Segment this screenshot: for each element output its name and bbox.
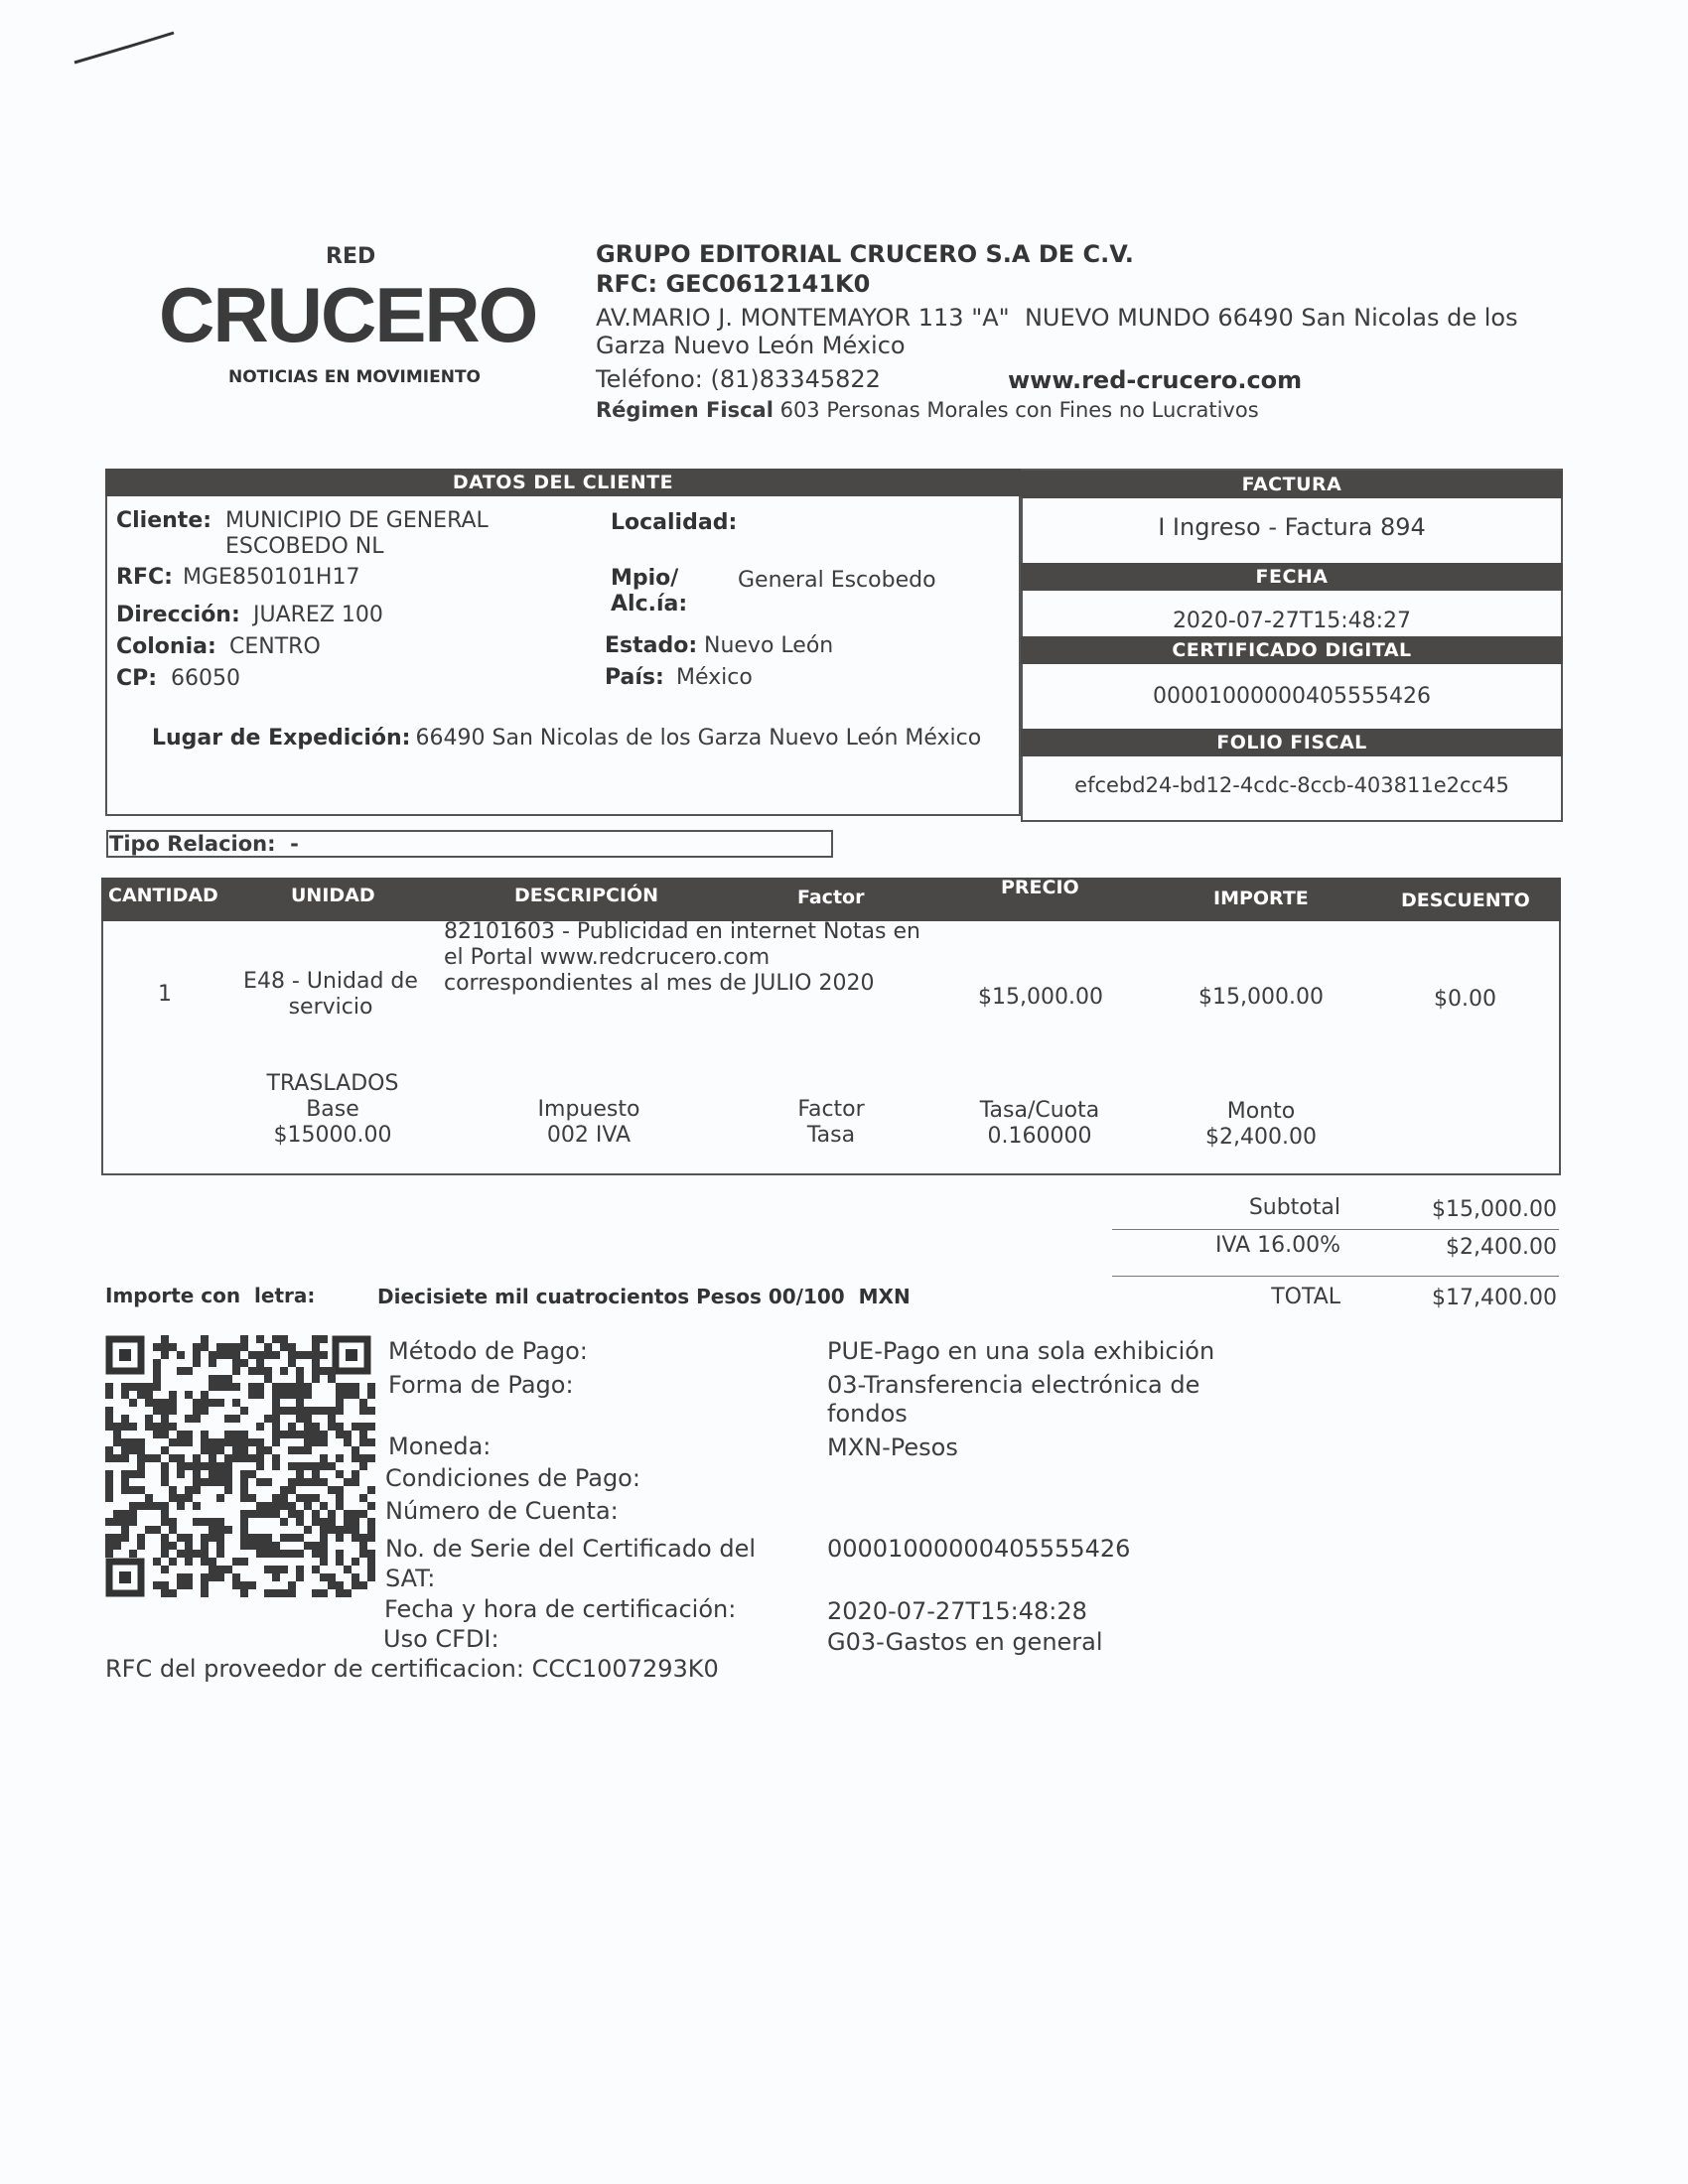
direccion-label: Dirección: xyxy=(116,603,240,627)
rfc-proveedor: RFC del proveedor de certificacion: CCC1007293K0 xyxy=(105,1655,719,1683)
importe-letra-value: Diecisiete mil cuatrocientos Pesos 00/100 MXN xyxy=(377,1285,911,1308)
item-precio: $15,000.00 xyxy=(978,985,1103,1010)
fecha-header: FECHA xyxy=(1021,563,1563,591)
estado-label: Estado: xyxy=(605,633,698,658)
client-rfc-value: MGE850101H17 xyxy=(183,565,360,590)
col-header-cantidad: CANTIDAD xyxy=(108,885,218,906)
regimen-value: 603 Personas Morales con Fines no Lucrativos xyxy=(779,398,1259,422)
col-header-descripcion: DESCRIPCIÓN xyxy=(514,885,659,906)
iva-label: IVA 16.00% xyxy=(1214,1233,1340,1258)
pen-mark xyxy=(70,25,179,69)
serie-label-line1: No. de Serie del Certificado del xyxy=(385,1535,757,1563)
mpio-label-line2: Alc.ía: xyxy=(611,592,688,616)
forma-value-line1: 03-Transferencia electrónica de xyxy=(827,1371,1200,1399)
regimen-label: Régimen Fiscal xyxy=(596,398,774,422)
mpio-label-line1: Mpio/ xyxy=(611,566,679,591)
issuer-address-line1: AV.MARIO J. MONTEMAYOR 113 "A" NUEVO MUNDO 66490 San Nicolas de los xyxy=(596,304,1518,332)
pais-label: País: xyxy=(605,665,664,690)
item-unidad xyxy=(236,969,425,1021)
subtotal-value: $15,000.00 xyxy=(1432,1197,1557,1222)
tasa-value: 0.160000 xyxy=(987,1124,1092,1149)
impuesto-value: 002 IVA xyxy=(546,1123,632,1148)
issuer-address-line2: Garza Nuevo León México xyxy=(596,332,906,359)
fecha-cert-value: 2020-07-27T15:48:28 xyxy=(827,1597,1087,1625)
metodo-label: Método de Pago: xyxy=(388,1337,588,1365)
cuenta-label: Número de Cuenta: xyxy=(385,1497,619,1525)
uso-cfdi-label: Uso CFDI: xyxy=(383,1625,499,1653)
folio-header: FOLIO FISCAL xyxy=(1021,729,1563,756)
monto-value: $2,400.00 xyxy=(1205,1125,1317,1150)
item-desc-line3: correspondientes al mes de JULIO 2020 xyxy=(444,971,875,996)
cliente-value-line2: ESCOBEDO NL xyxy=(225,534,384,559)
logo-main-text: CRUCERO xyxy=(159,271,537,358)
factor-label: Factor xyxy=(797,1097,865,1122)
lugar-value: 66490 San Nicolas de los Garza Nuevo León México xyxy=(415,726,982,751)
client-header: DATOS DEL CLIENTE xyxy=(105,469,1021,496)
factor-value: Tasa xyxy=(806,1123,856,1148)
certificado-header: CERTIFICADO DIGITAL xyxy=(1021,636,1563,664)
cp-value: 66050 xyxy=(171,666,240,691)
condiciones-label: Condiciones de Pago: xyxy=(385,1464,640,1492)
total-label: TOTAL xyxy=(1271,1285,1340,1309)
item-unidad-line2: servicio xyxy=(288,995,373,1020)
col-header-precio: PRECIO xyxy=(1001,877,1079,898)
client-rfc-label: RFC: xyxy=(116,565,173,590)
traslados-impuesto xyxy=(509,1097,668,1149)
item-descripcion xyxy=(444,919,920,997)
issuer-phone: Teléfono: (81)83345822 xyxy=(596,365,881,393)
folio-value: efcebd24-bd12-4cdc-8ccb-403811e2cc45 xyxy=(1074,773,1509,797)
col-header-factor: Factor xyxy=(797,887,865,908)
item-descuento: $0.00 xyxy=(1434,987,1496,1012)
item-desc-line1: 82101603 - Publicidad en internet Notas en xyxy=(444,919,920,944)
pais-value: México xyxy=(676,665,753,690)
iva-divider xyxy=(1112,1276,1559,1277)
logo xyxy=(159,238,546,397)
issuer-rfc: RFC: GEC0612141K0 xyxy=(596,270,871,298)
factura-header: FACTURA xyxy=(1021,471,1563,498)
importe-letra-label: Importe con letra: xyxy=(105,1284,316,1307)
col-header-descuento: DESCUENTO xyxy=(1401,889,1530,911)
forma-value-line2: fondos xyxy=(827,1400,908,1428)
lugar-label: Lugar de Expedición: xyxy=(152,726,411,751)
logo-tagline: NOTICIAS EN MOVIMIENTO xyxy=(228,367,482,387)
uso-cfdi-value: G03-Gastos en general xyxy=(827,1628,1103,1656)
cliente-value-line1: MUNICIPIO DE GENERAL xyxy=(225,508,489,533)
estado-value: Nuevo León xyxy=(704,633,834,658)
iva-value: $2,400.00 xyxy=(1446,1235,1557,1260)
cp-label: CP: xyxy=(116,666,158,691)
item-desc-line2: el Portal www.redcrucero.com xyxy=(444,945,771,970)
traslados-base xyxy=(253,1071,412,1149)
subtotal-divider xyxy=(1112,1229,1559,1230)
issuer-regimen xyxy=(596,398,1259,422)
monto-label: Monto xyxy=(1226,1099,1296,1124)
item-cantidad: 1 xyxy=(158,982,172,1007)
cliente-label: Cliente: xyxy=(116,508,212,533)
mpio-value: General Escobedo xyxy=(738,568,936,593)
traslados-title: TRASLADOS xyxy=(266,1071,399,1096)
serie-value: 00001000000405555426 xyxy=(827,1535,1131,1563)
colonia-label: Colonia: xyxy=(116,634,216,659)
moneda-value: MXN-Pesos xyxy=(827,1433,958,1461)
traslados-factor xyxy=(762,1097,901,1149)
item-importe: $15,000.00 xyxy=(1198,985,1324,1010)
issuer-name: GRUPO EDITORIAL CRUCERO S.A DE C.V. xyxy=(596,240,1134,268)
traslados-tasa xyxy=(960,1098,1119,1150)
forma-label: Forma de Pago: xyxy=(388,1371,574,1399)
issuer-website: www.red-crucero.com xyxy=(1008,366,1303,394)
certificado-value: 00001000000405555426 xyxy=(1153,684,1431,709)
moneda-label: Moneda: xyxy=(388,1433,492,1460)
metodo-value: PUE-Pago en una sola exhibición xyxy=(827,1337,1215,1365)
base-value: $15000.00 xyxy=(273,1123,392,1148)
qr-code xyxy=(105,1335,375,1601)
item-unidad-line1: E48 - Unidad de xyxy=(243,969,418,994)
logo-top-text: RED xyxy=(326,244,376,269)
fecha-value: 2020-07-27T15:48:27 xyxy=(1172,609,1412,633)
subtotal-label: Subtotal xyxy=(1248,1195,1340,1220)
base-label: Base xyxy=(306,1097,359,1122)
col-header-unidad: UNIDAD xyxy=(291,885,375,906)
lugar-expedicion xyxy=(152,726,981,751)
traslados-monto xyxy=(1182,1099,1340,1151)
localidad-label: Localidad: xyxy=(611,510,738,535)
total-value: $17,400.00 xyxy=(1432,1286,1557,1310)
col-header-importe: IMPORTE xyxy=(1213,887,1309,909)
impuesto-label: Impuesto xyxy=(537,1097,640,1122)
tipo-relacion: Tipo Relacion: - xyxy=(109,832,299,856)
tasa-label: Tasa/Cuota xyxy=(979,1098,1100,1123)
factura-value: I Ingreso - Factura 894 xyxy=(1158,513,1426,541)
direccion-value: JUAREZ 100 xyxy=(253,603,383,627)
fecha-cert-label: Fecha y hora de certificación: xyxy=(384,1595,737,1623)
serie-label-line2: SAT: xyxy=(385,1565,436,1592)
colonia-value: CENTRO xyxy=(229,634,321,659)
